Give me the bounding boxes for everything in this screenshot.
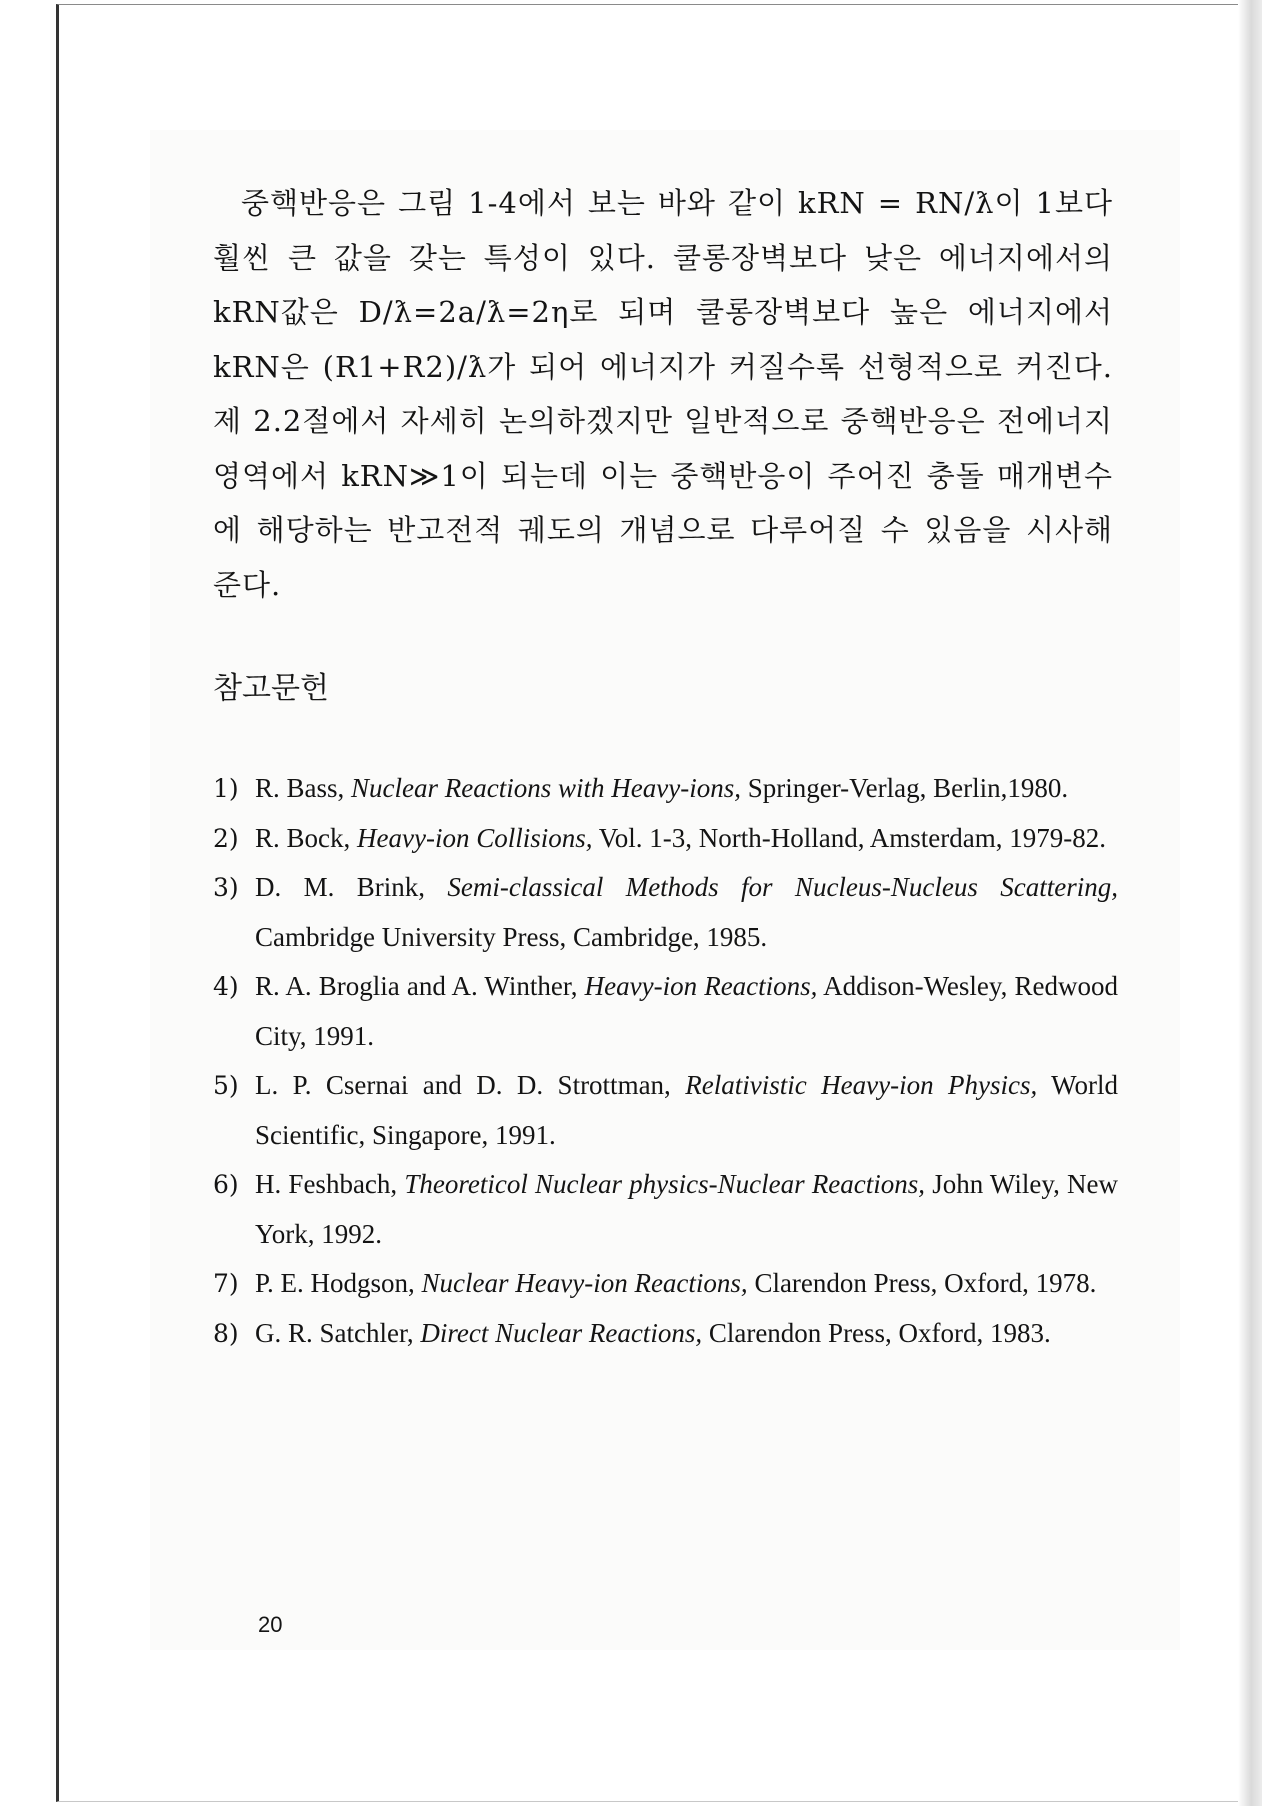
reference-item xyxy=(213,764,1118,814)
reference-number: 1) xyxy=(213,774,239,803)
reference-authors: R. A. Broglia and A. Winther, xyxy=(255,971,585,1001)
reference-title: Nuclear Heavy-ion Reactions, xyxy=(421,1268,748,1298)
reference-publisher: Clarendon Press, Oxford, 1978. xyxy=(747,1268,1097,1298)
reference-item xyxy=(213,1309,1118,1359)
reference-number: 8) xyxy=(213,1318,239,1348)
reference-list xyxy=(213,764,1118,1358)
reference-number: 4) xyxy=(213,972,239,1001)
section-title-references: 참고문헌 xyxy=(213,671,329,706)
reference-item xyxy=(213,1259,1118,1309)
reference-publisher: World Scientific, Singapore, 1991. xyxy=(255,1070,1118,1150)
reference-title: Direct Nuclear Reactions, xyxy=(420,1317,703,1348)
reference-authors: P. E. Hodgson, xyxy=(255,1268,422,1298)
page-number: 20 xyxy=(258,1612,283,1637)
body-paragraph: 중핵반응은 그림 1-4에서 보는 바와 같이 kRN = RN/ƛ이 1보다 훨씬 큰 값을 갖는 특성이 있다. 쿨롱장벽보다 낮은 에너지에서의 kRN값은 D/ƛ=2a/ƛ=2η로 되며 쿨롱장벽보다 높은 에너지에서 kRN은 (R1+R2)/ƛ가 되어 에너지가 커질수록 선형적으로 커진다. 제 2.2절에서 자세히 논의하겠지만 일반적으로 중핵반응은 전에너지 영역에서 kRN≫1이 되는데 이는 중핵반응이 주어진 충돌 매개변수에 해당하는 반고전적 궤도의 개념으로 다루어질 수 있음을 시사해 준다. xyxy=(213,186,1113,602)
reference-title: Semi-classical Methods for Nucleus-Nucleus Scattering, xyxy=(447,872,1118,902)
reference-item xyxy=(213,1160,1118,1259)
reference-item xyxy=(213,814,1118,864)
reference-authors: H. Feshbach, xyxy=(255,1169,405,1199)
reference-authors: R. Bock, xyxy=(255,822,358,853)
reference-item xyxy=(213,1061,1118,1160)
reference-number: 7) xyxy=(213,1269,239,1298)
reference-item xyxy=(213,863,1118,962)
reference-publisher: Cambridge University Press, Cambridge, 1985. xyxy=(255,921,768,952)
reference-title: Heavy-ion Reactions, xyxy=(584,971,818,1001)
reference-number: 3) xyxy=(213,873,239,902)
reference-publisher: Addison-Wesley, Redwood City, 1991. xyxy=(255,971,1119,1051)
reference-publisher: John Wiley, New York, 1992. xyxy=(255,1169,1118,1249)
reference-number: 5) xyxy=(213,1071,239,1100)
reference-title: Nuclear Reactions with Heavy-ions, xyxy=(351,773,741,803)
reference-publisher: Vol. 1-3, North-Holland, Amsterdam, 1979-82. xyxy=(592,822,1106,853)
reference-publisher: Springer-Verlag, Berlin,1980. xyxy=(740,773,1069,803)
reference-authors: L. P. Csernai and D. D. Strottman, xyxy=(255,1070,686,1100)
reference-publisher: Clarendon Press, Oxford, 1983. xyxy=(702,1317,1051,1348)
reference-authors: D. M. Brink, xyxy=(255,872,448,902)
reference-number: 2) xyxy=(213,823,239,853)
reference-title: Heavy-ion Collisions, xyxy=(357,822,593,853)
reference-title: Theoreticol Nuclear physics-Nuclear Reactions, xyxy=(404,1169,926,1199)
book-spine-shadow xyxy=(1238,0,1262,1806)
reference-item xyxy=(213,962,1118,1061)
reference-authors: R. Bass, xyxy=(255,773,352,803)
reference-number: 6) xyxy=(213,1170,239,1199)
reference-title: Relativistic Heavy-ion Physics, xyxy=(685,1070,1038,1100)
reference-authors: G. R. Satchler, xyxy=(255,1317,421,1348)
